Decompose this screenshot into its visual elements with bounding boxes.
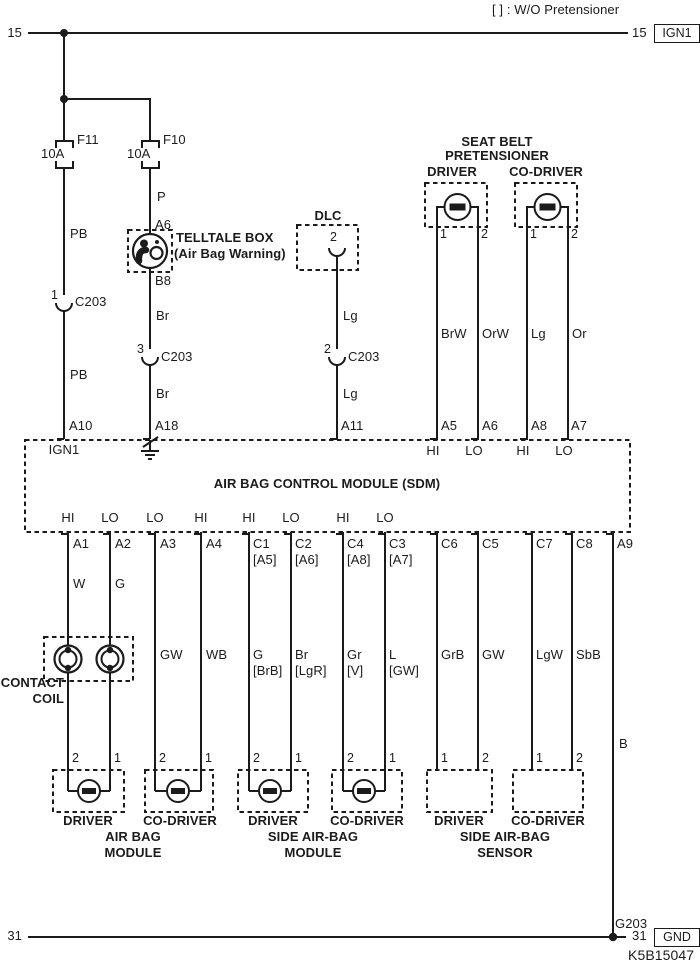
module-label-driver: DRIVER bbox=[63, 813, 113, 828]
group-label-side-airbag-sensor-line1: SIDE AIR-BAG bbox=[459, 829, 551, 844]
module-pin-number: 1 bbox=[441, 751, 449, 765]
sdm-bottom-hilo: HI bbox=[336, 510, 350, 525]
clockspring-icon-right bbox=[97, 646, 124, 673]
telltale-pin-out: B8 bbox=[155, 273, 172, 288]
module-pin-number: 2 bbox=[253, 751, 261, 765]
wire-label-or: Or bbox=[572, 326, 587, 341]
sdm-ign1-label: IGN1 bbox=[48, 442, 80, 457]
wire-label-g: G bbox=[115, 576, 126, 591]
wire-label-alt: [GW] bbox=[389, 663, 420, 678]
gnd-tag: GND bbox=[654, 928, 700, 947]
module-pin-number: 2 bbox=[159, 751, 167, 765]
module-pin-number: 1 bbox=[295, 751, 303, 765]
module-pin-number: 2 bbox=[347, 751, 355, 765]
connector-name: C203 bbox=[75, 294, 107, 309]
sdm-pin-a10: A10 bbox=[69, 418, 93, 433]
group-label-side-airbag-module-line1: SIDE AIR-BAG bbox=[267, 829, 359, 844]
dlc-title: DLC bbox=[314, 208, 342, 223]
sdm-pin-alt: [A5] bbox=[253, 552, 277, 567]
sdm-bottom-hilo: HI bbox=[61, 510, 75, 525]
junction-dot bbox=[609, 933, 617, 941]
sdm-top-hilo: HI bbox=[426, 443, 440, 458]
ground-rail-left-num: 31 bbox=[7, 928, 22, 943]
sdm-pin-a9: A9 bbox=[617, 536, 634, 551]
squib-icon-airbag-driver bbox=[78, 780, 100, 802]
wire-label-lg-upper: Lg bbox=[343, 308, 358, 323]
wire-label-alt: [BrB] bbox=[253, 663, 283, 678]
wire-label-gw: GW bbox=[160, 647, 183, 662]
sdm-pin-a8: A8 bbox=[531, 418, 548, 433]
fuse-f11-label: F11 bbox=[77, 132, 99, 147]
airbag-warning-icon bbox=[133, 230, 167, 272]
sdm-top-hilo: LO bbox=[555, 443, 573, 458]
wire-label-gw2: GW bbox=[482, 647, 505, 662]
sdm-pin-c3: C3 bbox=[389, 536, 406, 551]
sdm-pin-a11: A11 bbox=[341, 418, 364, 433]
module-pin-number: 2 bbox=[72, 751, 80, 765]
group-label-side-airbag-module-line2: MODULE bbox=[284, 845, 342, 860]
connector-pin-number: 2 bbox=[324, 342, 332, 356]
ground-point-label: G203 bbox=[615, 916, 648, 931]
connector-c203-pin3-icon bbox=[142, 357, 158, 365]
wire-label-wb: WB bbox=[206, 647, 228, 662]
connector-name: C203 bbox=[348, 349, 380, 364]
module-pin-number: 1 bbox=[114, 751, 122, 765]
group-label-airbag-module-line1: AIR BAG bbox=[105, 829, 161, 844]
sdm-top-hilo: HI bbox=[516, 443, 530, 458]
junction-dot bbox=[60, 95, 68, 103]
ground-rail-right-num: 31 bbox=[632, 928, 647, 943]
dashed-boxes bbox=[25, 183, 630, 812]
connector-name: C203 bbox=[161, 349, 193, 364]
squib-icon-side-airbag-codriver bbox=[353, 780, 375, 802]
clockspring-icons bbox=[55, 646, 124, 673]
wire-label-lgw: LgW bbox=[536, 647, 564, 662]
wire-label-lg: Lg bbox=[531, 326, 546, 341]
diagram-code: K5B15047 bbox=[628, 947, 695, 963]
sdm-pin-alt: [A6] bbox=[295, 552, 319, 567]
dlc-pin-number: 2 bbox=[330, 230, 338, 244]
pretensioner-title-line1: SEAT BELT bbox=[461, 134, 533, 149]
sdm-title: AIR BAG CONTROL MODULE (SDM) bbox=[213, 476, 441, 491]
wire-label-alt: [LgR] bbox=[295, 663, 327, 678]
wire-label-pb-lower: PB bbox=[70, 367, 88, 382]
module-label-codriver: CO-DRIVER bbox=[511, 813, 585, 828]
wire-label-br: Br bbox=[295, 647, 309, 662]
sdm-pin-c1: C1 bbox=[253, 536, 270, 551]
power-rail-right-num: 15 bbox=[632, 25, 647, 40]
pretensioner-pin-number: 1 bbox=[530, 227, 538, 241]
module-pin-number: 1 bbox=[205, 751, 213, 765]
sdm-bottom-hilo: LO bbox=[101, 510, 119, 525]
side-sensor-driver-box bbox=[427, 770, 492, 812]
module-label-driver: DRIVER bbox=[248, 813, 298, 828]
sdm-pin-c6: C6 bbox=[441, 536, 458, 551]
wire-label-l: L bbox=[389, 647, 397, 662]
wire-label-brw: BrW bbox=[441, 326, 467, 341]
wire-label-orw: OrW bbox=[482, 326, 510, 341]
contact-coil-label-line2: COIL bbox=[32, 691, 64, 706]
telltale-subtitle: (Air Bag Warning) bbox=[174, 246, 286, 261]
fuse-f11-rating: 10A bbox=[41, 146, 65, 161]
wire-label-b: B bbox=[619, 736, 628, 751]
sdm-pin-alt: [A8] bbox=[347, 552, 371, 567]
sdm-bottom-hilo: HI bbox=[242, 510, 256, 525]
squib-icon-side-airbag-driver bbox=[259, 780, 281, 802]
sdm-pin-a5: A5 bbox=[441, 418, 458, 433]
connector-c203-pin2-icon bbox=[329, 357, 345, 365]
wire-label-alt: [V] bbox=[347, 663, 364, 678]
sdm-pin-a4: A4 bbox=[206, 536, 223, 551]
sdm-pin-c2: C2 bbox=[295, 536, 312, 551]
pretensioner-driver-label: DRIVER bbox=[427, 164, 477, 179]
sdm-pin-a1: A1 bbox=[73, 536, 90, 551]
wo-pretensioner-note: [ ] : W/O Pretensioner bbox=[492, 2, 620, 17]
pretensioner-codriver-label: CO-DRIVER bbox=[509, 164, 583, 179]
sdm-bottom-hilo: HI bbox=[194, 510, 208, 525]
telltale-title: TELLTALE BOX bbox=[176, 230, 274, 245]
junction-dot bbox=[60, 29, 68, 37]
dlc-pin-icon bbox=[329, 248, 345, 256]
sdm-bottom-hilo: LO bbox=[376, 510, 394, 525]
pretensioner-pin-number: 2 bbox=[481, 227, 489, 241]
fuse-f10-label: F10 bbox=[163, 132, 186, 147]
pretensioner-pin-number: 2 bbox=[571, 227, 579, 241]
connector-pin-number: 1 bbox=[51, 288, 59, 302]
wire-label-g2: G bbox=[253, 647, 264, 662]
module-pin-number: 1 bbox=[536, 751, 544, 765]
sdm-top-hilo: LO bbox=[465, 443, 483, 458]
module-pin-number: 1 bbox=[389, 751, 397, 765]
sdm-pin-c4: C4 bbox=[347, 536, 364, 551]
dlc-box-outline bbox=[297, 225, 358, 270]
module-pin-number: 2 bbox=[576, 751, 584, 765]
sdm-pin-a18: A18 bbox=[155, 418, 179, 433]
fuse-f10-rating: 10A bbox=[127, 146, 151, 161]
squib-icon-airbag-codriver bbox=[167, 780, 189, 802]
side-sensor-codriver-box bbox=[513, 770, 583, 812]
connector-c203-pin1-icon bbox=[56, 303, 72, 311]
wire-label-grb: GrB bbox=[441, 647, 465, 662]
sdm-pin-alt: [A7] bbox=[389, 552, 413, 567]
sdm-pin-c8: C8 bbox=[576, 536, 593, 551]
pretensioner-title-line2: PRETENSIONER bbox=[445, 148, 549, 163]
wire-label-sbb: SbB bbox=[576, 647, 601, 662]
group-label-airbag-module-line2: MODULE bbox=[104, 845, 162, 860]
contact-coil-label-line1: CONTACT bbox=[0, 675, 64, 690]
sdm-pin-a6: A6 bbox=[482, 418, 499, 433]
sdm-bottom-hilo: LO bbox=[146, 510, 164, 525]
pretensioner-pin-number: 1 bbox=[440, 227, 448, 241]
wire-label-lg-lower: Lg bbox=[343, 386, 358, 401]
squib-icon-pretensioner-codriver bbox=[535, 194, 561, 220]
wire-label-w: W bbox=[73, 576, 86, 591]
module-pin-number: 2 bbox=[482, 751, 490, 765]
sdm-pin-a2: A2 bbox=[115, 536, 132, 551]
wire-label-br-lower: Br bbox=[156, 386, 170, 401]
group-label-side-airbag-sensor-line2: SENSOR bbox=[477, 845, 533, 860]
clockspring-icon-left bbox=[55, 646, 82, 673]
sdm-bottom-hilo: LO bbox=[282, 510, 300, 525]
squib-icon-pretensioner-driver bbox=[445, 194, 471, 220]
connector-pin-number: 3 bbox=[137, 342, 145, 356]
wire-label-gr: Gr bbox=[347, 647, 362, 662]
module-label-driver: DRIVER bbox=[434, 813, 484, 828]
sdm-pin-c5: C5 bbox=[482, 536, 499, 551]
wire-label-pb-upper: PB bbox=[70, 226, 88, 241]
wire-label-br-upper: Br bbox=[156, 308, 170, 323]
sdm-pin-c7: C7 bbox=[536, 536, 553, 551]
module-label-codriver: CO-DRIVER bbox=[330, 813, 404, 828]
wire-label-p: P bbox=[157, 189, 166, 204]
ign1-tag: IGN1 bbox=[654, 24, 700, 43]
power-rail-left-num: 15 bbox=[7, 25, 22, 40]
module-label-codriver: CO-DRIVER bbox=[143, 813, 217, 828]
sdm-pin-a7: A7 bbox=[571, 418, 588, 433]
telltale-pin-in: A6 bbox=[155, 217, 172, 232]
sdm-pin-a3: A3 bbox=[160, 536, 177, 551]
